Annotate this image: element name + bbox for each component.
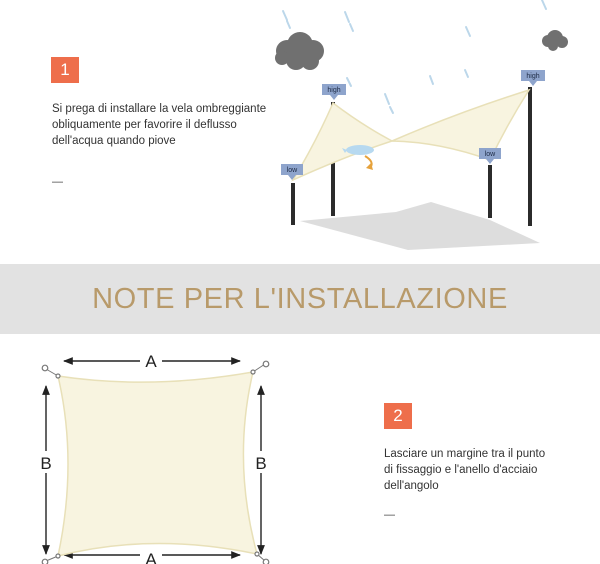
small-cloud-icon [542, 30, 568, 51]
step-2-line-2: di fissaggio e l'anello d'acciaio [384, 464, 538, 476]
sail-shadow [300, 202, 540, 250]
step-2-badge: 2 [384, 403, 412, 429]
step-2-line-3: dell'angolo [384, 480, 439, 492]
cloud-icon [275, 32, 324, 70]
svg-text:low: low [286, 167, 298, 174]
high-tag-right [521, 70, 545, 86]
step-2-description [384, 446, 594, 494]
label-right-b: B [255, 454, 267, 473]
step-2-line-1: Lasciare un margine tra il punto [384, 448, 546, 460]
svg-text:high: high [526, 73, 540, 80]
shade-sail [293, 90, 529, 180]
step-1-line-1: Si prega di installare la vela ombreggiante [52, 103, 267, 115]
step-1-badge: 1 [51, 57, 79, 83]
step-1-line-2: obliquamente per favorire il deflusso [52, 119, 237, 131]
high-tag-left [322, 84, 346, 100]
step-2-dash: — [384, 509, 395, 521]
installation-notes-banner: NOTE PER L'INSTALLAZIONE [0, 264, 600, 334]
svg-text:high: high [327, 87, 341, 94]
label-left-b: B [40, 454, 52, 473]
sail-installation-illustration [0, 0, 600, 264]
step-1-line-3: dell'acqua quando piove [52, 135, 176, 147]
label-bottom-a: A [145, 550, 157, 564]
sail-dimensions-illustration [0, 334, 300, 564]
step-1-dash: — [52, 176, 63, 188]
square-sail [58, 372, 257, 556]
label-top-a: A [145, 352, 157, 371]
svg-text:low: low [484, 151, 496, 158]
low-tag-right [479, 148, 501, 164]
